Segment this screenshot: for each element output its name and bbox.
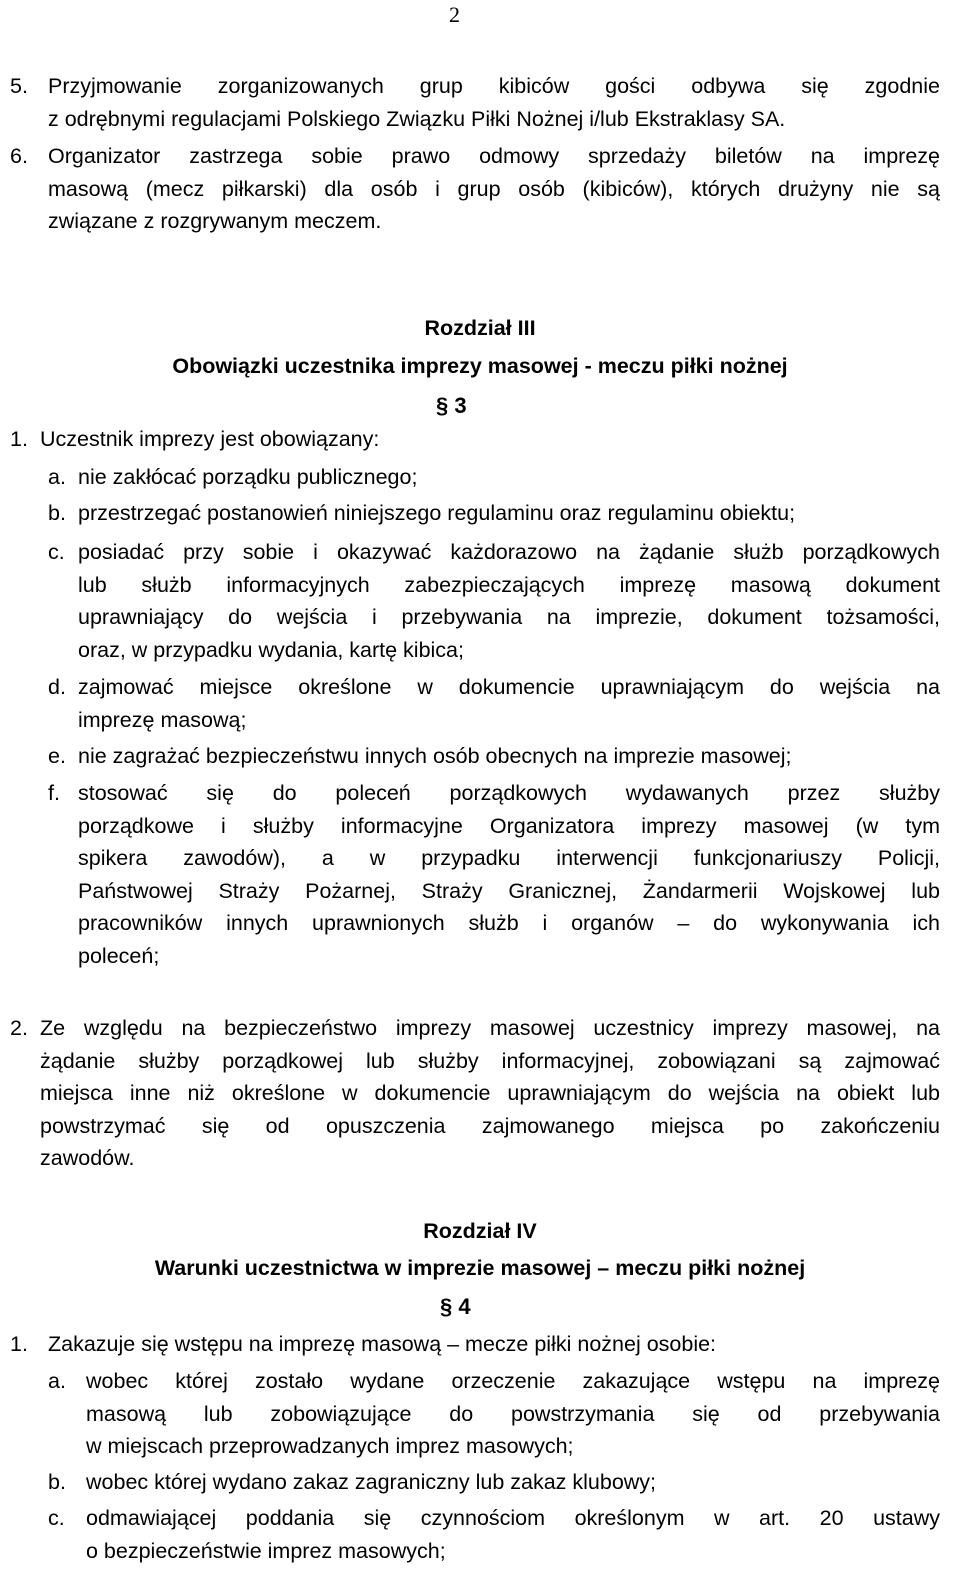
text-line: nie zagrażać bezpieczeństwu innych osób obecnych na imprezie masowej; [78, 744, 792, 768]
item-number: 1. [10, 1332, 28, 1356]
list-item [48, 70, 940, 135]
section-heading: § 3 [436, 393, 467, 418]
text-line: stosować się do poleceń porządkowych wydawanych przez służby [78, 781, 940, 805]
item-letter: c. [48, 540, 65, 564]
text-line: masową (mecz piłkarski) dla osób i grup osób (kibiców), których drużyny nie są [48, 176, 940, 201]
text-line: posiadać przy sobie i okazywać każdorazowo na żądanie służb porządkowych [78, 540, 940, 564]
text-line: imprezę masową; [78, 707, 247, 732]
item-letter: e. [48, 744, 66, 768]
text-line: masową lub zobowiązujące do powstrzymania się od przebywania [86, 1401, 940, 1426]
item-number: 1. [10, 427, 28, 451]
list-item [78, 497, 940, 530]
text-line: porządkowe i służby informacyjne Organizatora imprezy masowej (w tym [78, 813, 940, 838]
list-item [78, 740, 940, 773]
chapter-subtitle: Warunki uczestnictwa w imprezie masowej – meczu piłki nożnej [154, 1256, 806, 1280]
text-line: odmawiającej poddania się czynnościom określonym w art. 20 ustawy [86, 1506, 940, 1530]
text-line: o bezpieczeństwie imprez masowych; [86, 1538, 446, 1563]
section-heading: § 4 [440, 1294, 471, 1319]
chapter-subtitle: Obowiązki uczestnika imprezy masowej - meczu piłki nożnej [172, 354, 788, 378]
list-item [78, 536, 940, 666]
item-letter: d. [48, 675, 66, 699]
list-item [78, 461, 940, 494]
text-line: pracowników innych uprawnionych służb i organów – do wykonywania ich [78, 911, 940, 935]
text-line: spikera zawodów), a w przypadku interwencji funkcjonariuszy Policji, [78, 846, 940, 870]
text-line: Przyjmowanie zorganizowanych grup kibiców gości odbywa się zgodnie [48, 74, 940, 98]
item-number: 2. [10, 1016, 28, 1040]
text-line: z odrębnymi regulacjami Polskiego Związku Piłki Nożnej i/lub Ekstraklasy SA. [48, 106, 786, 131]
item-text: Zakazuje się wstępu na imprezę masową – mecze piłki nożnej osobie: [48, 1332, 717, 1356]
text-line: wobec której wydano zakaz zagraniczny lub zakaz klubowy; [86, 1470, 657, 1494]
text-line: lub służb informacyjnych zabezpieczających imprezę masową dokument [78, 572, 940, 597]
item-letter: f. [48, 781, 60, 805]
item-number: 5. [10, 74, 28, 98]
chapter-title: Rozdział III [424, 316, 536, 340]
text-line: przestrzegać postanowień niniejszego regulaminu oraz regulaminu obiektu; [78, 501, 796, 525]
text-line: zajmować miejsce określone w dokumencie uprawniającym do wejścia na [78, 675, 940, 699]
list-item [78, 777, 940, 972]
list-item [86, 1502, 940, 1567]
text-line: wobec której zostało wydane orzeczenie zakazujące wstępu na imprezę [86, 1369, 940, 1393]
item-letter: c. [48, 1506, 65, 1530]
text-line: Organizator zastrzega sobie prawo odmowy sprzedaży biletów na imprezę [48, 144, 940, 168]
page-number: 2 [449, 2, 460, 27]
item-letter: b. [48, 501, 66, 525]
list-item [86, 1365, 940, 1463]
text-line: oraz, w przypadku wydania, kartę kibica; [78, 637, 464, 662]
item-letter: a. [48, 1369, 66, 1393]
item-letter: b. [48, 1470, 66, 1494]
text-line: zawodów. [40, 1146, 135, 1170]
chapter-title: Rozdział IV [423, 1219, 537, 1243]
list-item [86, 1466, 940, 1499]
list-item [48, 140, 940, 238]
item-letter: a. [48, 465, 66, 489]
text-line: Państwowej Straży Pożarnej, Straży Granicznej, Żandarmerii Wojskowej lub [78, 878, 940, 903]
text-line: związane z rozgrywanym meczem. [48, 209, 382, 233]
item-text: Uczestnik imprezy jest obowiązany: [40, 427, 380, 451]
text-line: miejsca inne niż określone w dokumencie uprawniającym do wejścia na obiekt lub [40, 1081, 940, 1105]
text-line: Ze względu na bezpieczeństwo imprezy masowej uczestnicy imprezy masowej, na [40, 1016, 940, 1040]
list-item [78, 671, 940, 736]
text-line: żądanie służby porządkowej lub służby informacyjnej, zobowiązani są zajmować [40, 1048, 940, 1073]
text-line: uprawniający do wejścia i przebywania na imprezie, dokument tożsamości, [78, 605, 940, 629]
list-item [40, 1012, 940, 1175]
text-line: poleceń; [78, 943, 160, 968]
text-line: w miejscach przeprowadzanych imprez masowych; [86, 1434, 574, 1458]
text-line: powstrzymać się od opuszczenia zajmowanego miejsca po zakończeniu [40, 1113, 940, 1138]
item-number: 6. [10, 144, 28, 168]
text-line: nie zakłócać porządku publicznego; [78, 465, 418, 489]
